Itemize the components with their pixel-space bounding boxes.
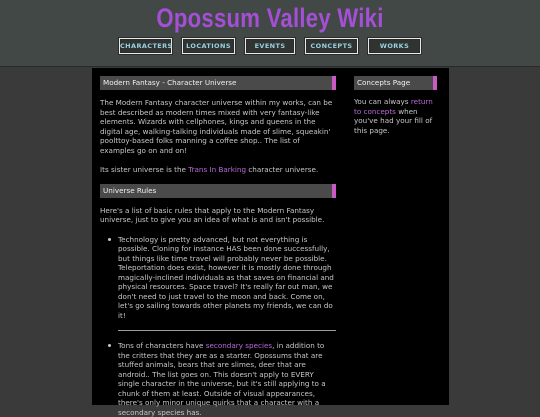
rule-item-technology: Technology is pretty advanced, but not everything is possible. Cloning for instance HAS been done successfully, but things like time travel will probably never be possible. Teleportation does exist, however it is mostly done through magically-inclined individuals as that saves on financial and physical resources. Space travel? It's really far out man, we don't need to just travel to the moon and back. Come on, let's go sailing towards other planets my friends, we can do it! [118, 235, 336, 321]
side-text-pre: You can always [354, 97, 411, 106]
rule2-text-pre: Tons of characters have [118, 341, 206, 350]
trans-in-barking-link[interactable]: Trans In Barking [188, 165, 247, 174]
main-nav [0, 38, 540, 54]
side-text-post: when you've had your fill of this page. [354, 106, 433, 135]
sister-text-pre: Its sister universe is the [100, 165, 189, 174]
intro-paragraph: The Modern Fantasy character universe within my works, can be best described as modern times mixed with very fantasy-like elements. Wizards with cellphones, kings and queens in the digital age, walking-talking individuals made of slime, squeakin' poolttoy-based folks manning a coffee shop.. The list of examples go on and on! [100, 98, 333, 155]
rules-list-continued [100, 341, 336, 417]
nav-locations[interactable]: LOCATIONS [182, 38, 235, 54]
nav-events[interactable]: EVENTS [245, 38, 295, 54]
section-heading-universe: Modern Fantasy - Character Universe [100, 76, 336, 90]
nav-concepts[interactable]: CONCEPTS [305, 38, 358, 54]
rule-divider [118, 330, 336, 331]
sister-text-post: character universe. [246, 165, 319, 174]
nav-characters[interactable]: CHARACTERS [119, 38, 172, 54]
rules-intro-paragraph: Here's a list of basic rules that apply to the Modern Fantasy universe, just to give you an idea of what is and isn't possible. [100, 205, 325, 224]
main-column [100, 76, 336, 417]
return-to-concepts-link[interactable]: return to concepts [354, 97, 433, 116]
rule-item-secondary-species [118, 341, 336, 417]
side-column [354, 76, 437, 135]
rule2-text-post: , in addition to the critters that they are as a starter. Opossums that are stuffed animals, bears that are slimes, deer that are android.. The list goes on. This doesn't apply to EVERY single character in the universe, but it's still applying to a chunk of them at least. Outside of visual appearances, there's only minor unique quirks that a character with a secondary species has. [118, 341, 326, 417]
secondary-species-link[interactable]: secondary species [205, 341, 273, 350]
site-title[interactable]: Opossum Valley Wiki [156, 3, 384, 33]
section-heading-rules: Universe Rules [100, 184, 336, 198]
rules-list [100, 235, 336, 321]
nav-works[interactable]: WORKS [368, 38, 421, 54]
side-paragraph [354, 97, 437, 135]
sister-universe-paragraph [100, 165, 336, 175]
site-header [0, 0, 540, 67]
side-heading: Concepts Page [354, 76, 437, 90]
